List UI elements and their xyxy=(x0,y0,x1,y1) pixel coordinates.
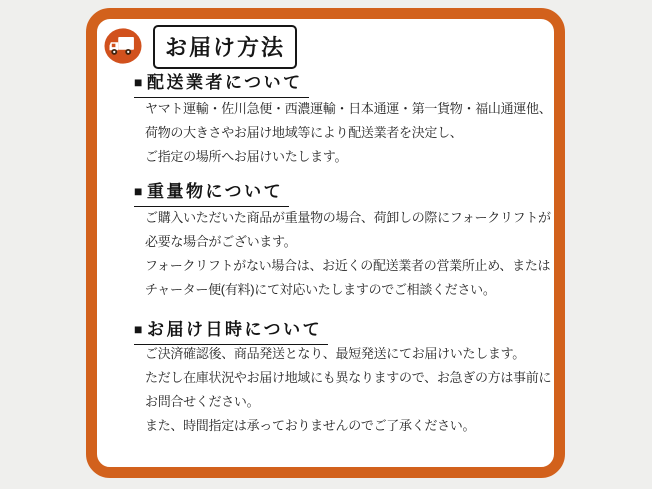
square-bullet-icon: ■ xyxy=(134,321,145,337)
body-line: ご指定の場所へお届けいたします。 xyxy=(145,149,348,164)
body-line: チャーター便(有料)にて対応いたしますのでご相談ください。 xyxy=(145,282,496,297)
section-heading-text: 配送業者について xyxy=(146,73,303,92)
body-line: また、時間指定は承っておりませんのでご了承ください。 xyxy=(145,418,476,433)
body-line: 必要な場合がございます。 xyxy=(145,234,297,249)
body-line: お問合せください。 xyxy=(145,394,260,409)
delivery-truck-icon xyxy=(104,27,142,65)
body-line: 荷物の大きさやお届け地域等により配送業者を決定し、 xyxy=(145,125,463,140)
square-bullet-icon: ■ xyxy=(134,74,145,90)
body-line: ご購入いただいた商品が重量物の場合、荷卸しの際にフォークリフトが xyxy=(145,210,551,225)
panel-content xyxy=(97,19,554,467)
body-line: フォークリフトがない場合は、お近くの配送業者の営業所止め、または xyxy=(145,258,551,273)
page-title: お届け方法 xyxy=(153,25,297,69)
section-heading-text: 重量物について xyxy=(146,182,284,201)
section-heading-text: お届け日時について xyxy=(146,320,323,339)
section-heading-delivery-datetime xyxy=(134,315,328,345)
section-body-delivery-datetime xyxy=(145,342,551,438)
body-line: ヤマト運輸・佐川急便・西濃運輸・日本通運・第一貨物・福山通運他、 xyxy=(145,101,552,116)
square-bullet-icon: ■ xyxy=(134,183,145,199)
section-body-carriers xyxy=(145,97,551,169)
section-heading-carriers xyxy=(134,68,309,98)
section-heading-heavy-items xyxy=(134,177,289,207)
body-line: ただし在庫状況やお届け地域にも異なりますので、お急ぎの方は事前に xyxy=(145,370,552,385)
body-line: ご決済確認後、商品発送となり、最短発送にてお届けいたします。 xyxy=(145,346,525,361)
delivery-info-panel xyxy=(86,8,565,478)
section-body-heavy-items xyxy=(145,206,551,302)
